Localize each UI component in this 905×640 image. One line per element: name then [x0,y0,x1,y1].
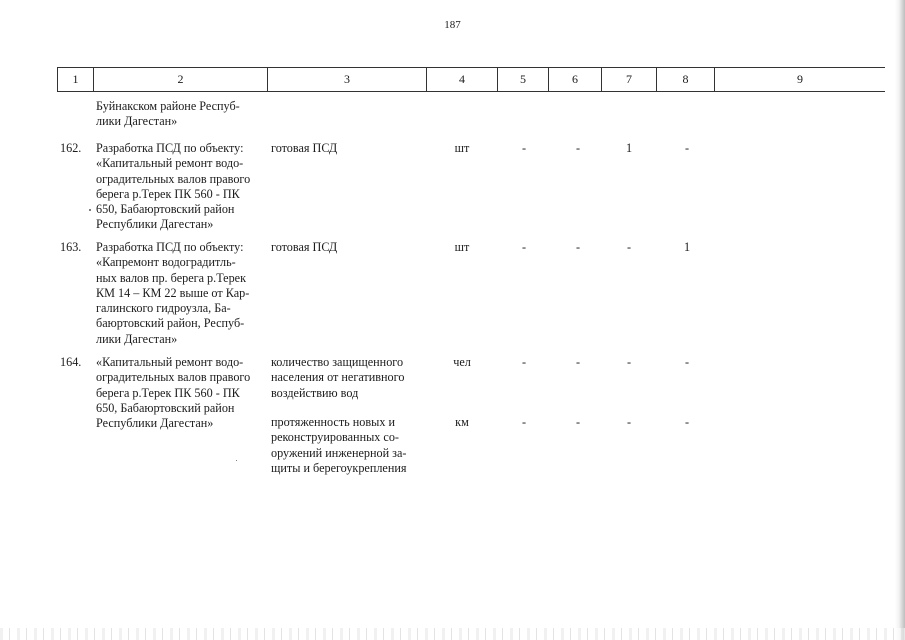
row-164-unit-2: км [455,415,469,429]
column-number-1: 1 [72,72,79,86]
table-header-bottom-border [57,91,885,92]
row-164-2-col8: - [684,415,690,429]
row-163-col8: 1 [683,240,691,254]
row-163-col7: - [626,240,632,254]
scan-bottom-edge [0,628,905,640]
column-number-8: 8 [682,72,689,86]
row-163-col6: - [575,240,581,254]
row-164-2-col7: - [626,415,632,429]
continuation-text: Буйнакском районе Респуб- лики Дагестан» [96,99,240,129]
row-number-162: 162. [60,141,82,155]
row-number-163: 163. [60,240,82,254]
row-162-col8: - [684,141,690,155]
row-163-col5: - [521,240,527,254]
column-number-3: 3 [344,72,350,86]
row-163-unit: шт [454,240,470,254]
row-164-2-col6: - [575,415,581,429]
scan-right-edge [895,0,905,640]
row-162-indicator: готовая ПСД [271,141,338,155]
row-162-unit: шт [454,141,470,155]
scan-speck [236,460,237,461]
row-163-description: Разработка ПСД по объекту: «Капремонт водоградитль- ных валов пр. берега р.Терек КМ 14 – КМ 22 выше от Кар- галинского гидроузла, Ба- баюртовский район, Респуб- лики Дагестан» [96,240,250,346]
table-top-border [57,67,885,68]
row-164-1-col8: - [684,355,690,369]
row-164-description: «Капитальный ремонт водо- оградительных валов правого берега р.Терек ПК 560 - ПК 650, Бабаюртовский район Республики Дагестан» [96,355,251,431]
row-162-col7: 1 [625,141,633,155]
row-162-description: Разработка ПСД по объекту: «Капитальный ремонт водо- оградительных валов правого берега р.Терек ПК 560 - ПК 650, Бабаюртовский район Республики Дагестан» [96,141,251,232]
row-163-indicator: готовая ПСД [271,240,338,254]
column-number-9: 9 [797,72,803,86]
page-number: 187 [444,19,461,31]
column-number-2: 2 [177,72,184,86]
row-162-col5: - [521,141,527,155]
row-164-1-col5: - [521,355,527,369]
row-162-col6: - [575,141,581,155]
row-164-2-col5: - [521,415,527,429]
row-164-indicator-2: протяженность новых и реконструированных со- оружений инженерной за- щиты и берегоукрепления [271,415,407,475]
column-number-7: 7 [626,72,632,86]
scan-speck [89,209,91,211]
row-164-unit-1: чел [453,355,471,369]
row-164-indicator-1: количество защищенного населения от негативного воздействию вод [271,355,405,400]
column-number-4: 4 [459,72,465,86]
column-number-5: 5 [520,72,526,86]
row-164-1-col7: - [626,355,632,369]
row-number-164: 164. [60,355,82,369]
row-164-1-col6: - [575,355,581,369]
column-number-6: 6 [572,72,578,86]
